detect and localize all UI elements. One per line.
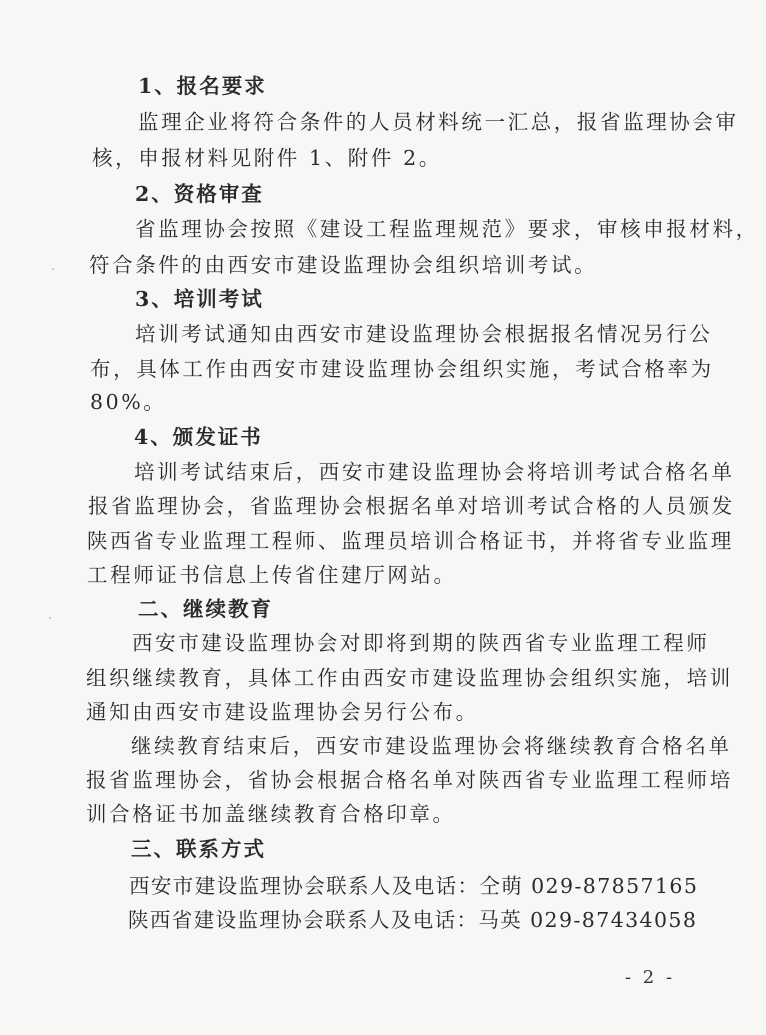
paragraph-line: 省监理协会按照《建设工程监理规范》要求，审核申报材料， xyxy=(135,217,759,241)
paragraph-line: 西安市建设监理协会对即将到期的陕西省专业监理工程师 xyxy=(132,631,710,655)
scan-speck xyxy=(49,617,51,619)
heading-training-exam: 3、培训考试 xyxy=(135,287,264,311)
paragraph-line: 核，申报材料见附件 1、附件 2。 xyxy=(92,146,442,170)
heading-contact-info: 三、联系方式 xyxy=(131,837,266,861)
paragraph-line: 培训考试通知由西安市建设监理协会根据报名情况另行公 xyxy=(135,322,713,346)
paragraph-line: 报省监理协会，省监理协会根据名单对培训考试合格的人员颁发 xyxy=(88,494,735,518)
heading-continuing-education: 二、继续教育 xyxy=(138,597,273,621)
paragraph-line: 80%。 xyxy=(90,390,167,414)
paragraph-line: 陕西省专业监理工程师、监理员培训合格证书，并将省专业监理 xyxy=(87,529,734,553)
paragraph-line: 通知由西安市建设监理协会另行公布。 xyxy=(86,700,479,724)
paragraph-line: 监理企业将符合条件的人员材料统一汇总，报省监理协会审 xyxy=(138,110,739,134)
paragraph-line: 培训考试结束后，西安市建设监理协会将培训考试合格名单 xyxy=(134,460,735,484)
scan-speck xyxy=(52,268,54,270)
paragraph-line: 组织继续教育，具体工作由西安市建设监理协会组织实施，培训 xyxy=(86,666,733,690)
paragraph-line: 布，具体工作由西安市建设监理协会组织实施，考试合格率为 xyxy=(90,357,714,381)
heading-qualification-review: 2、资格审查 xyxy=(135,182,264,206)
paragraph-line: 报省监理协会，省协会根据合格名单对陕西省专业监理工程师培 xyxy=(86,768,733,792)
contact-xian: 西安市建设监理协会联系人及电话：仝萌 029-87857165 xyxy=(129,874,699,898)
heading-registration-requirements: 1、报名要求 xyxy=(138,74,267,98)
heading-certificate-issuance: 4、颁发证书 xyxy=(134,425,263,449)
paragraph-line: 符合条件的由西安市建设监理协会组织培训考试。 xyxy=(89,253,598,277)
paragraph-line: 继续教育结束后，西安市建设监理协会将继续教育合格名单 xyxy=(131,734,732,758)
contact-shaanxi: 陕西省建设监理协会联系人及电话：马英 029-87434058 xyxy=(128,908,698,932)
paragraph-line: 工程师证书信息上传省住建厅网站。 xyxy=(87,563,457,587)
page-number: - 2 - xyxy=(625,967,676,988)
paragraph-line: 训合格证书加盖继续教育合格印章。 xyxy=(86,802,456,826)
